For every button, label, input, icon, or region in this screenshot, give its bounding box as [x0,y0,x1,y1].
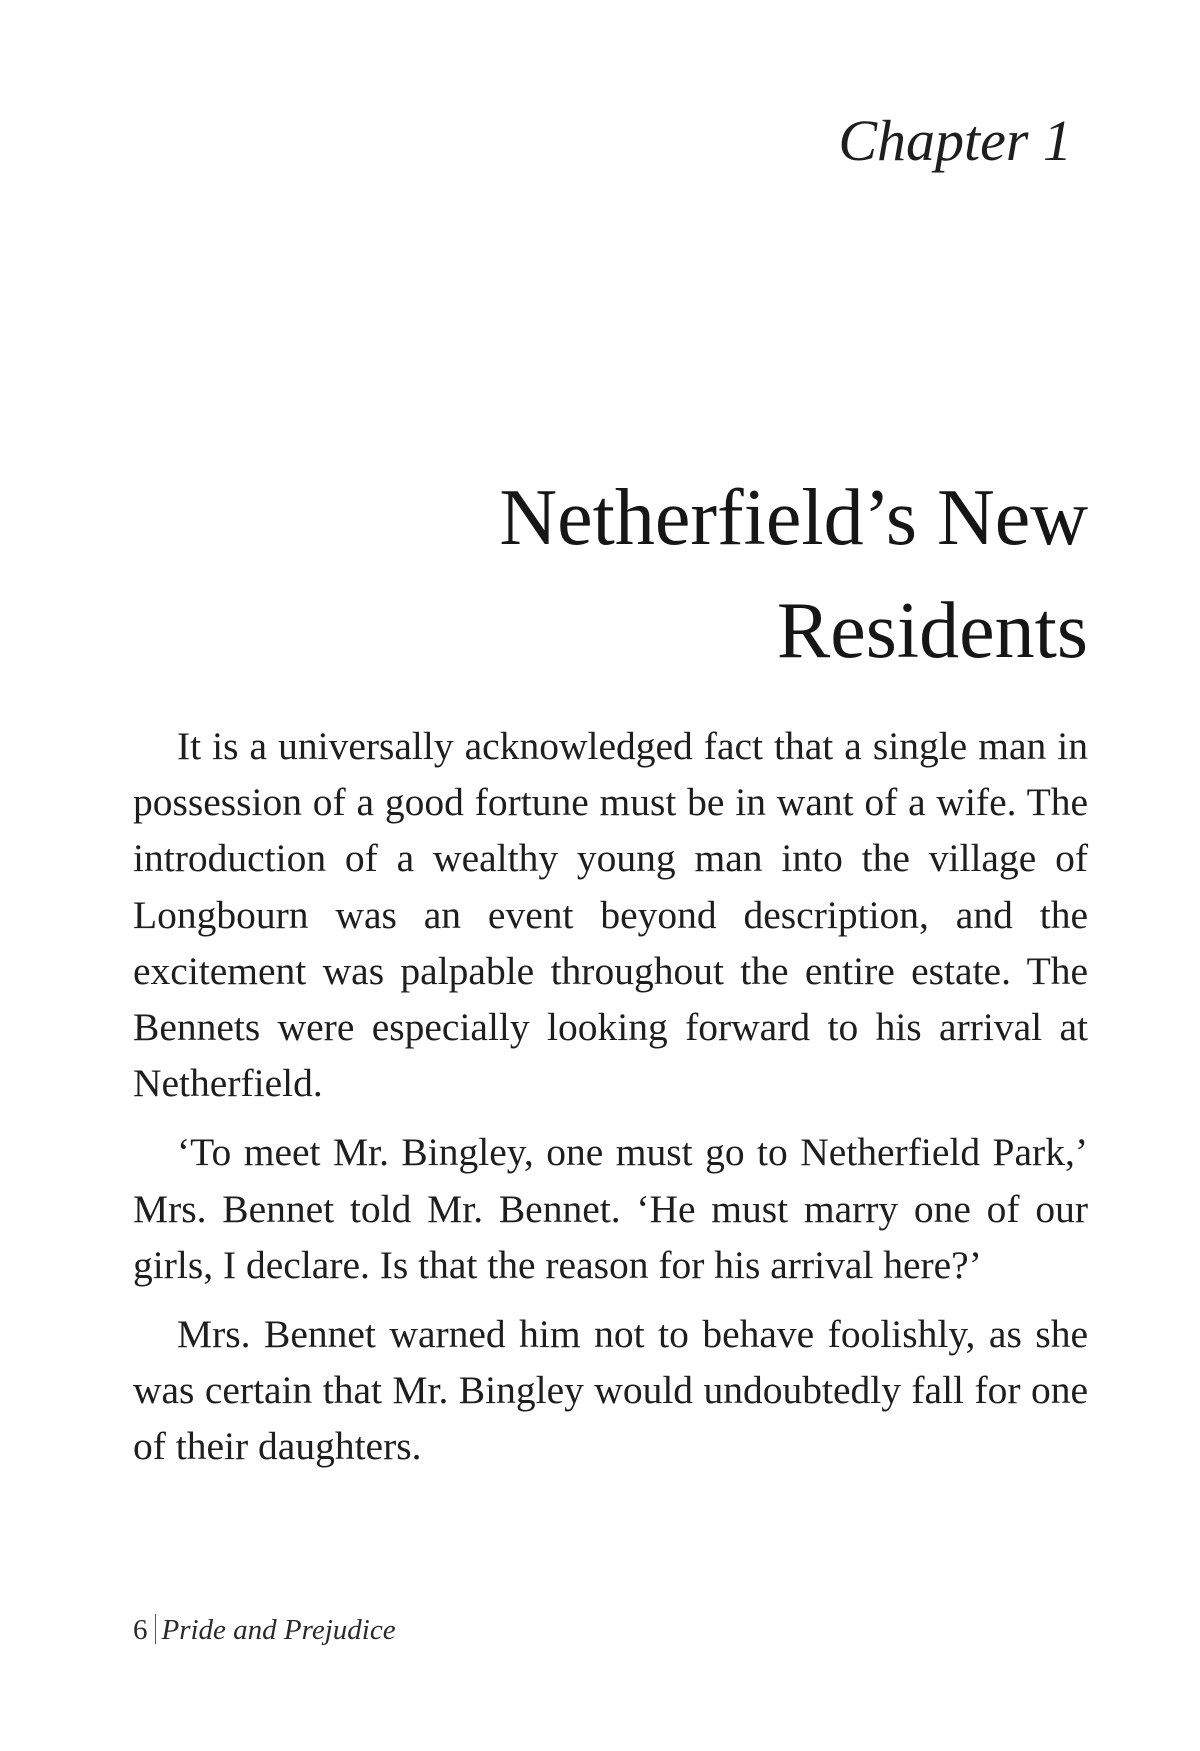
footer-divider [155,1614,156,1644]
paragraph: Mrs. Bennet warned him not to behave foolishly, as she was certain that Mr. Bingley would undoubtedly fall for one of their daughters. [133,1312,1088,1469]
chapter-title-line-1: Netherfield’s New [499,474,1088,562]
chapter-label: Chapter 1 [838,108,1072,173]
page-number: 6 [133,1614,148,1646]
page-footer [133,1614,396,1645]
chapter-title-line-2: Residents [776,587,1088,675]
paragraph: ‘To meet Mr. Bingley, one must go to Netherfield Park,’ Mrs. Bennet told Mr. Bennet. ‘He must marry one of our girls, I declare. Is that the reason for his arrival here?’ [133,1130,1088,1287]
chapter-title [388,462,1088,688]
running-title: Pride and Prejudice [161,1614,396,1646]
paragraph: It is a universally acknowledged fact that a single man in possession of a good fortune must be in want of a wife. The introduction of a wealthy young man into the village of Longbourn was an event beyond description, and the excitement was palpable throughout the entire estate. The Bennets were especially looking forward to his arrival at Netherfield. [133,724,1088,1106]
body-text [133,718,1088,1488]
